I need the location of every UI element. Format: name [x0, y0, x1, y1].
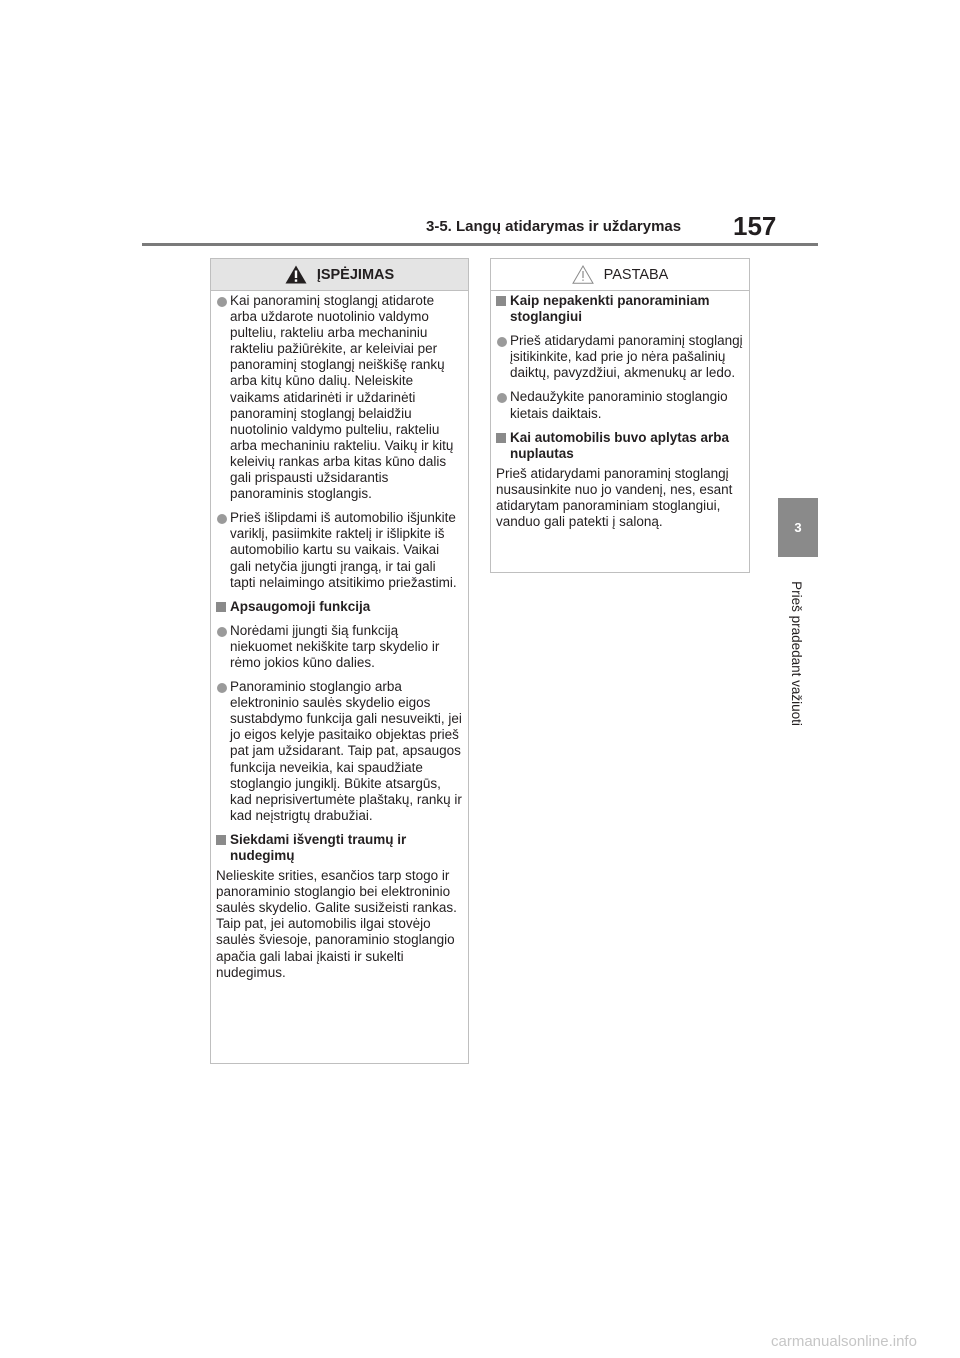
warning-box: [210, 258, 469, 1064]
note-paragraph: Prieš atidarydami panoraminį stoglangį nusausinkite nuo jo vandenį, nes, esant atidarytam panoraminiam stoglangiui, vanduo gali patekti į saloną.: [496, 465, 733, 530]
page-number: 157: [733, 211, 777, 241]
warning-subheading: Apsaugomoji funkcija: [216, 599, 462, 615]
note-box-header: [491, 259, 749, 291]
note-item: Prieš atidarydami panoraminį stoglangį įsitikinkite, kad prie jo nėra pašalinių daiktų, pavyzdžiui, akmenukų ar ledo.: [496, 333, 743, 381]
chapter-tab[interactable]: [778, 498, 818, 557]
warning-triangle-icon: [285, 265, 307, 284]
watermark-logo: carmanualsonline.info: [771, 1333, 917, 1350]
caution-triangle-outline-icon: [572, 265, 594, 284]
note-box-title: PASTABA: [603, 266, 669, 283]
note-subheading: Kaip nepakenkti panoraminiam stoglangiui: [496, 293, 743, 325]
chapter-number: 3: [794, 520, 802, 535]
chapter-title: Prieš pradedant važiuoti: [788, 580, 804, 726]
warning-paragraph: Nelieskite srities, esančios tarp stogo ir panoraminio stoglangio bei elektroninio saulės skydelio. Galite susižeisti rankas. Taip pat, jei automobilis ilgai stovėjo saulės šviesoje, panoraminio stoglangio apačia gali labai įkaisti ir sukelti nudegimus.: [216, 868, 457, 980]
note-subheading: Kai automobilis buvo aplytas arba nuplautas: [496, 430, 743, 462]
section-title: 3-5. Langų atidarymas ir uždarymas: [426, 218, 682, 235]
warning-subheading: Siekdami išvengti traumų ir nudegimų: [216, 832, 462, 864]
warning-box-header: [211, 259, 468, 291]
header-divider: [142, 243, 818, 246]
note-item: Nedaužykite panoraminio stoglangio kietais daiktais.: [496, 389, 743, 421]
note-box: [490, 258, 750, 573]
warning-item: Prieš išlipdami iš automobilio išjunkite variklį, pasiimkite raktelį ir išlipkite iš automobilio kartu su vaikais. Vaikai gali netyčia įjungti įrangą, ir tai gali tapti nelaimingo atsitikimo priežastimi.: [216, 510, 462, 590]
warning-item: Kai panoraminį stoglangį atidarote arba uždarote nuotolinio valdymo pulteliu, rakteliu arba mechaniniu rakteliu pažiūrėkite, ar keleiviai per panoraminį stoglangį neiškišę rankų arba kitų kūno dalių. Neleiskite vaikams atidarinėti ir uždarinėti panoraminį stoglangį belaidžiu nuotolinio valdymo pulteliu, rakteliu arba mechaniniu rakteliu. Vaikų ir kitų keleivių rankas arba kitas kūno dalis gali prispausti užsidarantis panoraminis stoglangis.: [216, 293, 462, 502]
warning-item: Panoraminio stoglangio arba elektroninio saulės skydelio eigos sustabdymo funkcija gali nesuveikti, jei jo eigos kelyje pasitaiko objektas prieš pat jam užsidarant. Taip pat, apsaugos funkcija neveikia, kai spaudžiate stoglangio jungiklį. Būkite atsargūs, kad neprisivertumėte plaštakų, rankų ir kad neįstrigtų drabužiai.: [216, 679, 462, 824]
warning-box-title: ĮSPĖJIMAS: [316, 266, 395, 283]
warning-item: Norėdami įjungti šią funkciją niekuomet nekiškite tarp skydelio ir rėmo jokios kūno dalies.: [216, 623, 462, 671]
chapter-title-vertical: [780, 565, 812, 741]
